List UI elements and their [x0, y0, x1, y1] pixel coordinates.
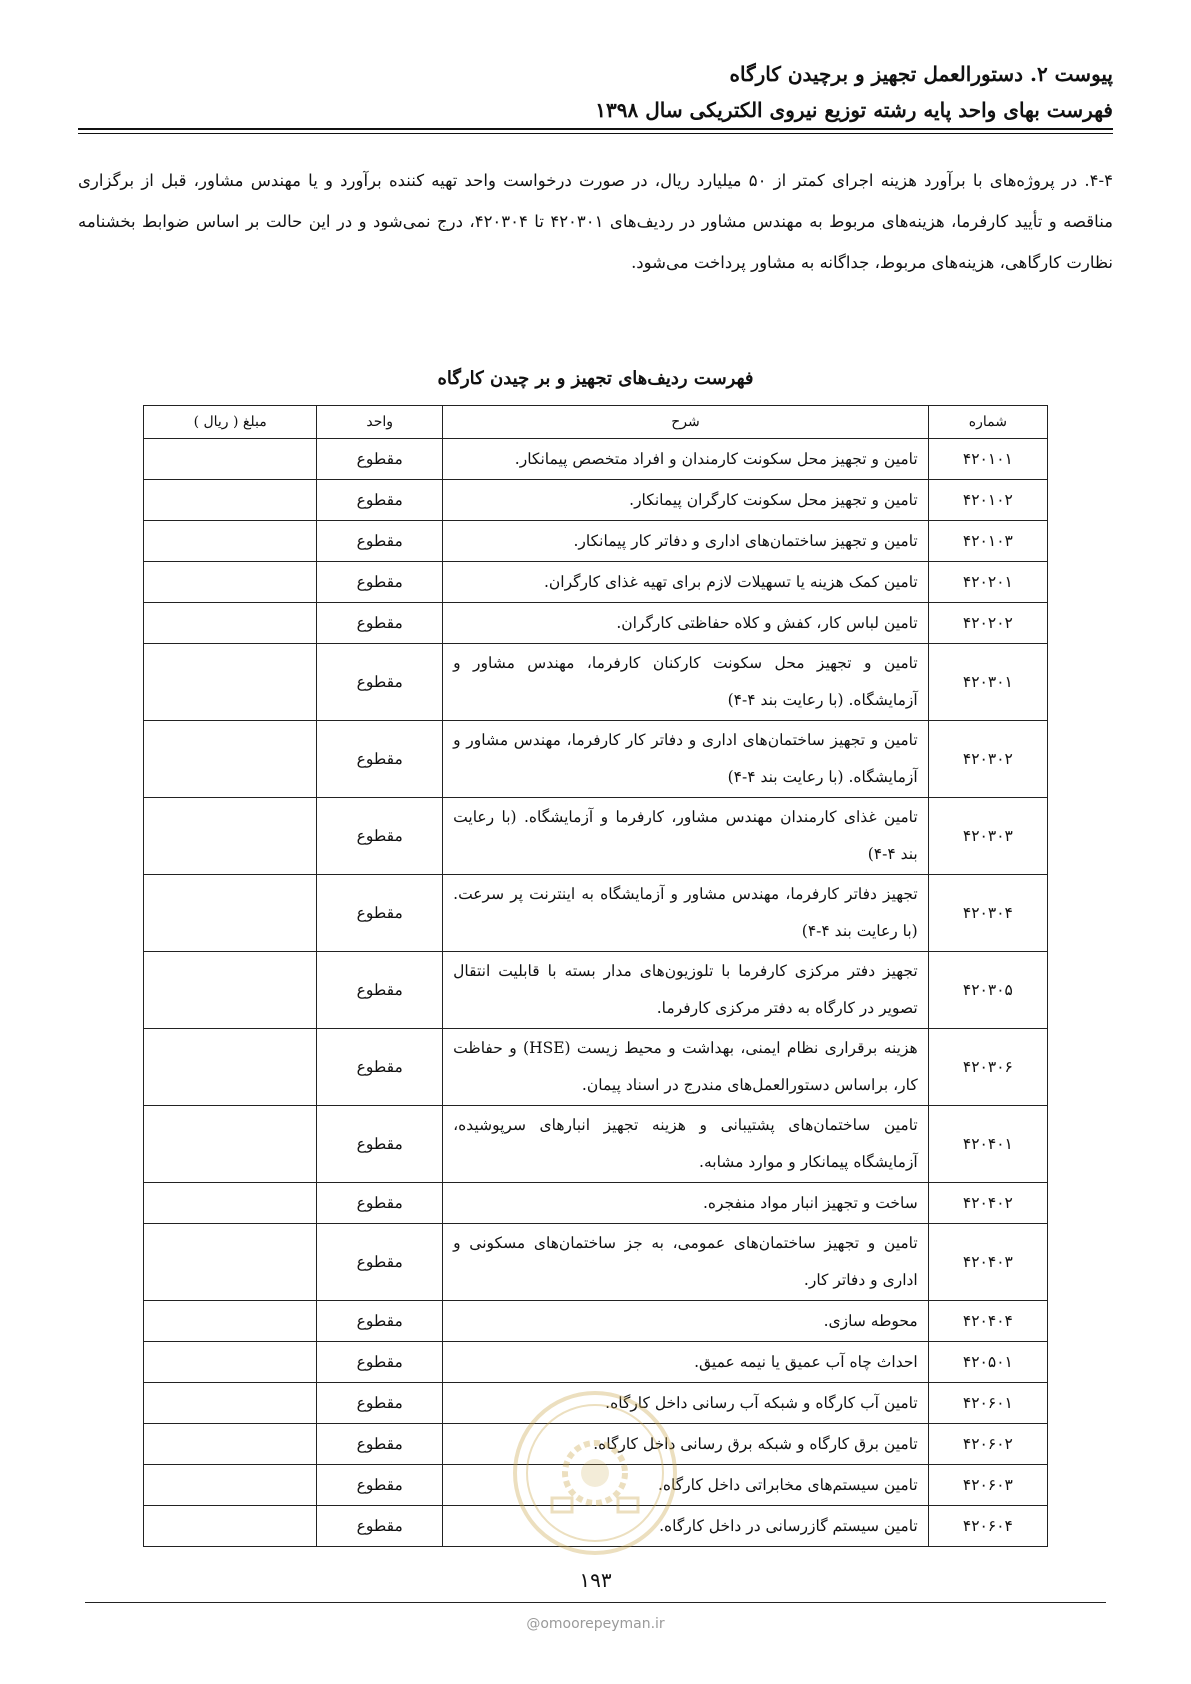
row-description: تامین سیستم گازرسانی در داخل کارگاه. [443, 1506, 929, 1547]
header-divider-thin [78, 133, 1113, 134]
header-unit: واحد [317, 406, 443, 439]
row-description: تجهیز دفتر مرکزی کارفرما با تلوزیون‌های مدار بسته با قابلیت انتقال تصویر در کارگاه به دفتر مرکزی کارفرما. [443, 952, 929, 1029]
row-description: تامین برق کارگاه و شبکه برق رسانی داخل کارگاه. [443, 1424, 929, 1465]
row-description: تامین و تجهیز ساختمان‌های اداری و دفاتر کار پیمانکار. [443, 521, 929, 562]
table-row [144, 1106, 1048, 1183]
table-header-row [144, 406, 1048, 439]
table-row [144, 1224, 1048, 1301]
row-unit: مقطوع [317, 721, 443, 798]
row-number: ۴۲۰۲۰۲ [928, 603, 1047, 644]
row-amount [144, 1383, 317, 1424]
row-description: تامین ساختمان‌های پشتیبانی و هزینه تجهیز انبارهای سرپوشیده، آزمایشگاه پیمانکار و موارد مشابه. [443, 1106, 929, 1183]
row-number: ۴۲۰۶۰۲ [928, 1424, 1047, 1465]
table-body [144, 439, 1048, 1547]
table-row [144, 721, 1048, 798]
row-description: تامین و تجهیز محل سکونت کارکنان کارفرما، مهندس مشاور و آزمایشگاه. (با رعایت بند ۴-۴) [443, 644, 929, 721]
row-unit: مقطوع [317, 875, 443, 952]
row-unit: مقطوع [317, 952, 443, 1029]
header-price-list-title: فهرست بهای واحد پایه رشته توزیع نیروی الکتریکی سال ۱۳۹۸ [595, 98, 1113, 122]
table-title: فهرست ردیف‌های تجهیز و بر چیدن کارگاه [437, 368, 754, 389]
table-row [144, 875, 1048, 952]
footer-divider [85, 1602, 1106, 1603]
table-row [144, 562, 1048, 603]
table-row [144, 480, 1048, 521]
row-number: ۴۲۰۶۰۴ [928, 1506, 1047, 1547]
table-row [144, 644, 1048, 721]
row-amount [144, 721, 317, 798]
header-amount: مبلغ ( ریال ) [144, 406, 317, 439]
header-number: شماره [928, 406, 1047, 439]
row-amount [144, 521, 317, 562]
row-description: تامین و تجهیز محل سکونت کارمندان و افراد متخصص پیمانکار. [443, 439, 929, 480]
header-divider [78, 128, 1113, 132]
row-amount [144, 1465, 317, 1506]
table-row [144, 1301, 1048, 1342]
row-description: تامین لباس کار، کفش و کلاه حفاظتی کارگران. [443, 603, 929, 644]
row-description: تامین سیستم‌های مخابراتی داخل کارگاه. [443, 1465, 929, 1506]
row-unit: مقطوع [317, 439, 443, 480]
row-amount [144, 1301, 317, 1342]
table-row [144, 603, 1048, 644]
row-unit: مقطوع [317, 644, 443, 721]
row-number: ۴۲۰۶۰۳ [928, 1465, 1047, 1506]
header-description: شرح [443, 406, 929, 439]
row-unit: مقطوع [317, 480, 443, 521]
items-table [143, 405, 1048, 1547]
row-unit: مقطوع [317, 1029, 443, 1106]
row-description: محوطه سازی. [443, 1301, 929, 1342]
row-description: تامین آب کارگاه و شبکه آب رسانی داخل کارگاه. [443, 1383, 929, 1424]
row-number: ۴۲۰۴۰۳ [928, 1224, 1047, 1301]
row-amount [144, 1029, 317, 1106]
row-amount [144, 1342, 317, 1383]
page-number: ۱۹۳ [579, 1568, 612, 1592]
row-description: تامین و تجهیز ساختمان‌های اداری و دفاتر کار کارفرما، مهندس مشاور و آزمایشگاه. (با رعایت بند ۴-۴) [443, 721, 929, 798]
row-number: ۴۲۰۵۰۱ [928, 1342, 1047, 1383]
table-row [144, 1183, 1048, 1224]
watermark-url: @omoorepeyman.ir [526, 1616, 665, 1632]
row-unit: مقطوع [317, 603, 443, 644]
row-amount [144, 952, 317, 1029]
row-description: ساخت و تجهیز انبار مواد منفجره. [443, 1183, 929, 1224]
intro-paragraph: ۴-۴. در پروژه‌های با برآورد هزینه اجرای کمتر از ۵۰ میلیارد ریال، در صورت درخواست واحد تهیه کننده برآورد و یا مهندس مشاور، قبل از برگزاری مناقصه و تأیید کارفرما، هزینه‌های مربوط به مهندس مشاور در ردیف‌های ۴۲۰۳۰۱ تا ۴۲۰۳۰۴، درج نمی‌شود و در این حالت بر اساس ضوابط بخشنامه نظارت کارگاهی، هزینه‌های مربوط، جداگانه به مشاور پرداخت می‌شود. [78, 171, 1114, 272]
row-unit: مقطوع [317, 1424, 443, 1465]
row-unit: مقطوع [317, 1383, 443, 1424]
row-unit: مقطوع [317, 1183, 443, 1224]
row-amount [144, 562, 317, 603]
row-unit: مقطوع [317, 1224, 443, 1301]
row-amount [144, 1506, 317, 1547]
row-unit: مقطوع [317, 521, 443, 562]
row-number: ۴۲۰۴۰۱ [928, 1106, 1047, 1183]
row-number: ۴۲۰۴۰۴ [928, 1301, 1047, 1342]
table-row [144, 952, 1048, 1029]
row-amount [144, 644, 317, 721]
row-description: تجهیز دفاتر کارفرما، مهندس مشاور و آزمایشگاه به اینترنت پر سرعت. (با رعایت بند ۴-۴) [443, 875, 929, 952]
row-number: ۴۲۰۱۰۳ [928, 521, 1047, 562]
row-description: تامین و تجهیز محل سکونت کارگران پیمانکار. [443, 480, 929, 521]
table-container [143, 405, 1048, 1547]
row-unit: مقطوع [317, 562, 443, 603]
header-appendix-title: پیوست ۲. دستورالعمل تجهیز و برچیدن کارگاه [729, 62, 1113, 86]
row-amount [144, 1224, 317, 1301]
seal-watermark-icon [510, 1388, 680, 1558]
row-number: ۴۲۰۳۰۳ [928, 798, 1047, 875]
row-number: ۴۲۰۳۰۴ [928, 875, 1047, 952]
row-description: تامین غذای کارمندان مهندس مشاور، کارفرما و آزمایشگاه. (با رعایت بند ۴-۴) [443, 798, 929, 875]
row-amount [144, 1106, 317, 1183]
row-number: ۴۲۰۳۰۱ [928, 644, 1047, 721]
row-number: ۴۲۰۳۰۲ [928, 721, 1047, 798]
table-row [144, 798, 1048, 875]
row-amount [144, 1183, 317, 1224]
row-unit: مقطوع [317, 1342, 443, 1383]
row-number: ۴۲۰۱۰۲ [928, 480, 1047, 521]
row-number: ۴۲۰۶۰۱ [928, 1383, 1047, 1424]
row-unit: مقطوع [317, 798, 443, 875]
row-unit: مقطوع [317, 1301, 443, 1342]
row-unit: مقطوع [317, 1465, 443, 1506]
row-number: ۴۲۰۱۰۱ [928, 439, 1047, 480]
row-unit: مقطوع [317, 1106, 443, 1183]
page-header [78, 56, 1113, 128]
row-number: ۴۲۰۳۰۶ [928, 1029, 1047, 1106]
row-amount [144, 480, 317, 521]
table-row [144, 439, 1048, 480]
row-amount [144, 603, 317, 644]
row-description: هزینه برقراری نظام ایمنی، بهداشت و محیط زیست (HSE) و حفاظت کار، براساس دستورالعمل‌های مندرج در اسناد پیمان. [443, 1029, 929, 1106]
row-description: تامین کمک هزینه یا تسهیلات لازم برای تهیه غذای کارگران. [443, 562, 929, 603]
row-number: ۴۲۰۲۰۱ [928, 562, 1047, 603]
row-amount [144, 875, 317, 952]
row-description: احداث چاه آب عمیق یا نیمه عمیق. [443, 1342, 929, 1383]
table-row [144, 521, 1048, 562]
row-unit: مقطوع [317, 1506, 443, 1547]
row-number: ۴۲۰۳۰۵ [928, 952, 1047, 1029]
row-amount [144, 798, 317, 875]
row-amount [144, 439, 317, 480]
row-number: ۴۲۰۴۰۲ [928, 1183, 1047, 1224]
table-row [144, 1342, 1048, 1383]
table-row [144, 1029, 1048, 1106]
row-amount [144, 1424, 317, 1465]
row-description: تامین و تجهیز ساختمان‌های عمومی، به جز ساختمان‌های مسکونی و اداری و دفاتر کار. [443, 1224, 929, 1301]
